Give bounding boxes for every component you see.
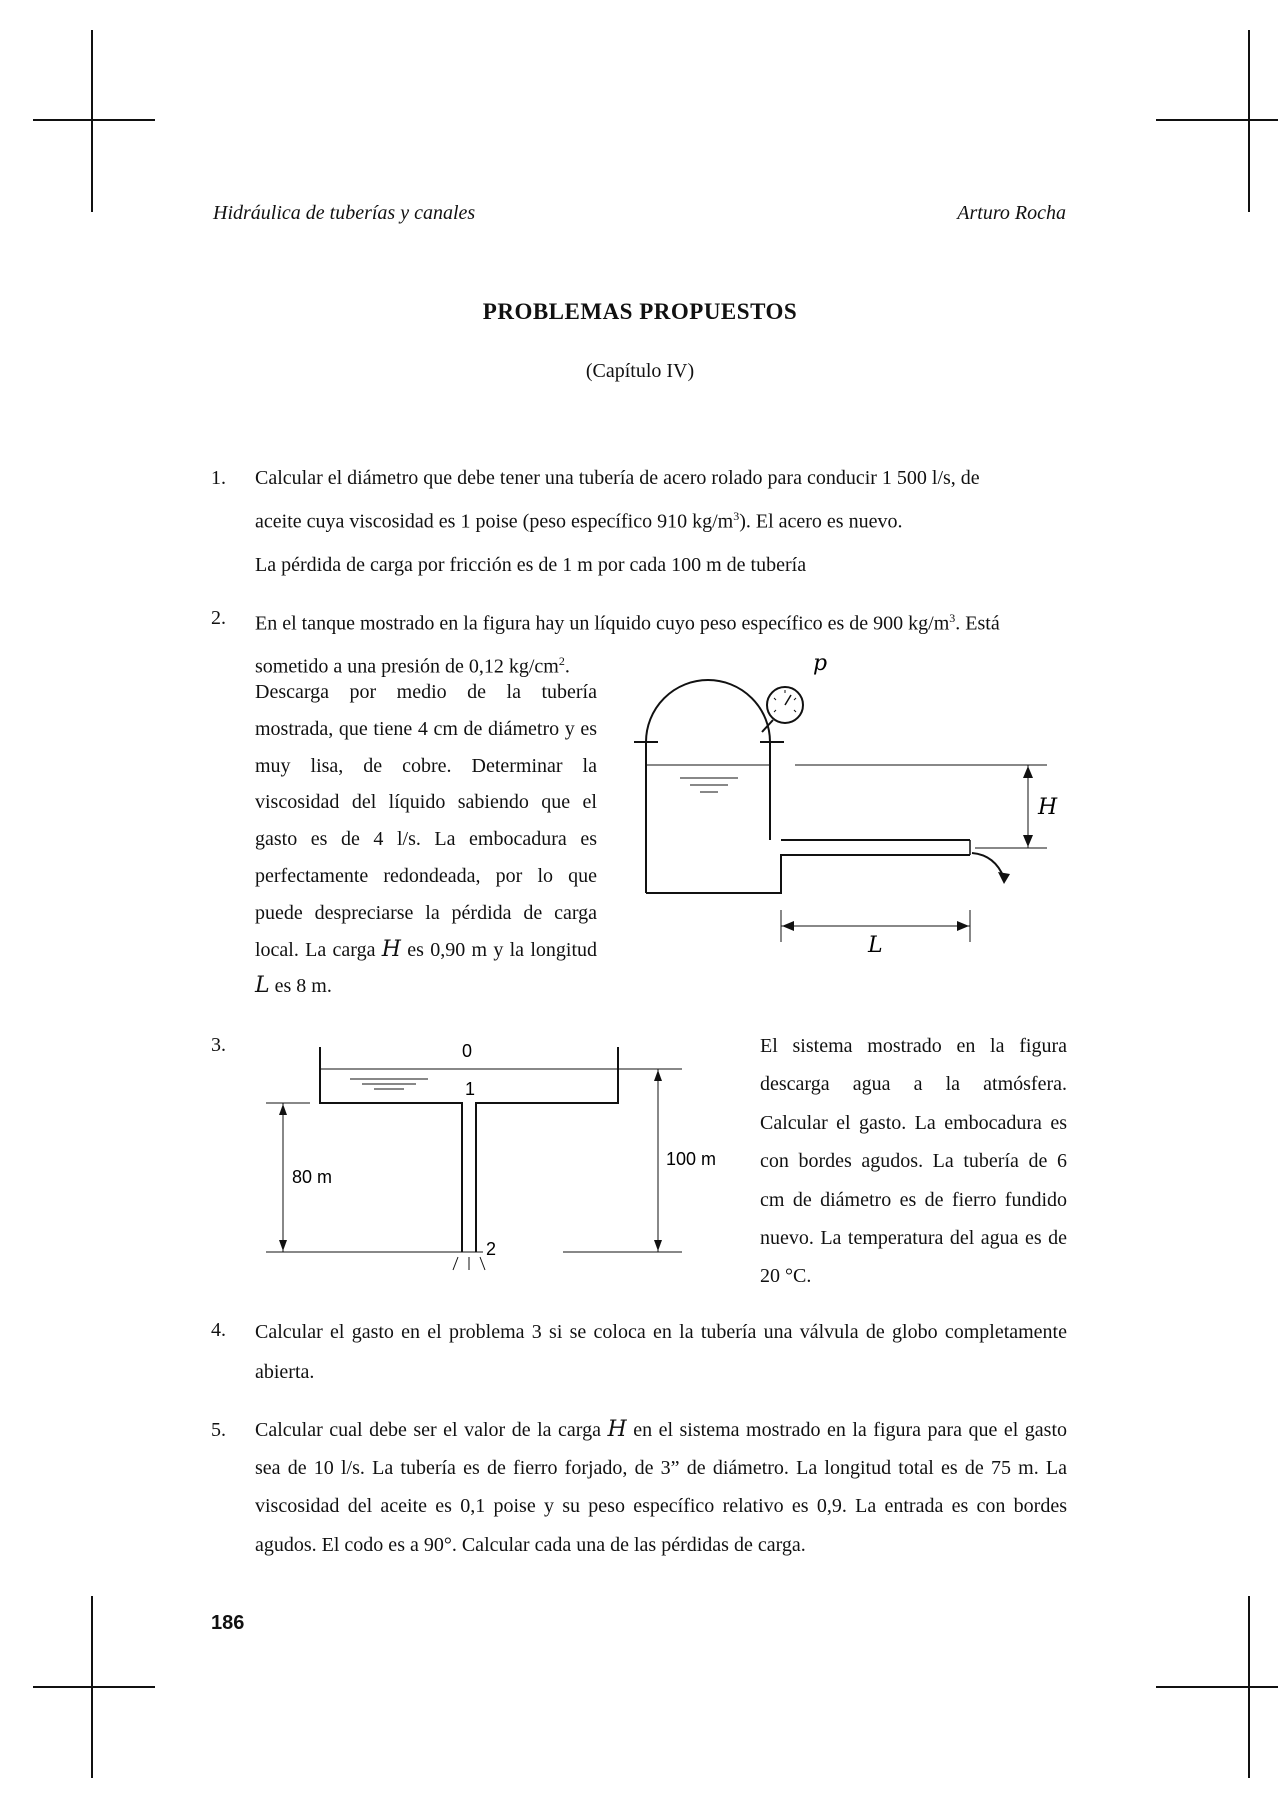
problem-number: 1. — [211, 467, 226, 489]
reservoir-outline — [320, 1047, 462, 1252]
crop-mark — [91, 30, 93, 212]
problem-3-text: El sistema mostrado en la figura descarga agua a la atmósfera. Calcular el gasto. La embocadura es con bordes agudos. La tubería de 6 cm de diámetro es de fierro fundido nuevo. La temperatura del agua es de 20 °C. — [760, 1035, 1067, 1288]
problem-1-line: Calcular el diámetro que debe tener una tubería de acero rolado para conducir 1 500 l/s, de — [255, 467, 980, 489]
problem-1-text — [255, 460, 1067, 584]
crop-mark — [1156, 1686, 1278, 1688]
problem-number: 4. — [211, 1319, 226, 1341]
running-header-author: Arturo Rocha — [957, 202, 1066, 224]
label-100m: 100 m — [666, 1149, 717, 1169]
problem-1-line: La pérdida de carga por fricción es de 1 m por cada 100 m de tubería — [255, 553, 807, 576]
label-2: 2 — [486, 1239, 497, 1259]
problem-5-text: Calcular cual debe ser el valor de la carga H en el sistema mostrado en la figura para que el gasto sea de 10 l/s. La tubería es de fierro forjado, de 3” de diámetro. La longitud total es de 75 m. La viscosidad del aceite es 0,1 poise y su peso específico relativo es 0,9. La entrada es con bordes agudos. El codo es a 90°. Calcular cada una de las pérdidas de carga. — [255, 1417, 1068, 1556]
problem-1-line: aceite cuya viscosidad es 1 poise (peso específico 910 $kg/m^3$). El acero es nuevo. — [255, 508, 903, 533]
problem-number: 3. — [211, 1034, 226, 1056]
crop-mark — [33, 119, 155, 121]
tank-outline — [646, 680, 770, 893]
problem-4-text: Calcular el gasto en el problema 3 si se coloca en la tubería una válvula de globo completamente abierta. — [255, 1321, 1067, 1383]
variable-l: L — [255, 973, 270, 999]
label-80m: 80 m — [292, 1167, 333, 1187]
label-l: L — [868, 933, 883, 958]
crop-mark — [1248, 30, 1250, 212]
variable-h: H — [381, 936, 401, 962]
reservoir-pipe-figure — [258, 1035, 733, 1290]
problem-2-intro: En el tanque mostrado en la figura hay un líquido cuyo peso específico es de 900 $kg/m^3$. Está sometido a una presión de 0,12 $kg/cm^2$. — [255, 611, 1000, 678]
crop-mark — [1156, 119, 1278, 121]
label-1: 1 — [464, 1079, 476, 1099]
running-header-book-title: Hidráulica de tuberías y canales — [213, 202, 476, 224]
page-title: PROBLEMAS PROPUESTOS — [482, 299, 798, 324]
problem-number: 5. — [211, 1419, 226, 1441]
variable-h: H — [607, 1417, 627, 1442]
label-p: p — [813, 651, 828, 676]
problem-number: 2. — [211, 607, 226, 629]
tank-pipe-figure — [620, 650, 1070, 970]
problem-2-body: Descarga por medio de la tubería mostrada, que tiene 4 cm de diámetro y es muy lisa, de cobre. Determinar la viscosidad del líquido sabiendo que el gasto es de 4 l/s. La embocadura es perfectamente redondeada, por lo que puede despreciarse la pérdida de carga local. La carga H es 0,90 m y la longitud L es 8 m. — [255, 681, 598, 999]
page-subtitle: (Capítulo IV) — [585, 360, 695, 382]
page-number: 186 — [211, 1612, 245, 1634]
label-0: 0 — [461, 1041, 473, 1061]
crop-mark — [33, 1686, 155, 1688]
label-h: H — [1038, 795, 1058, 820]
